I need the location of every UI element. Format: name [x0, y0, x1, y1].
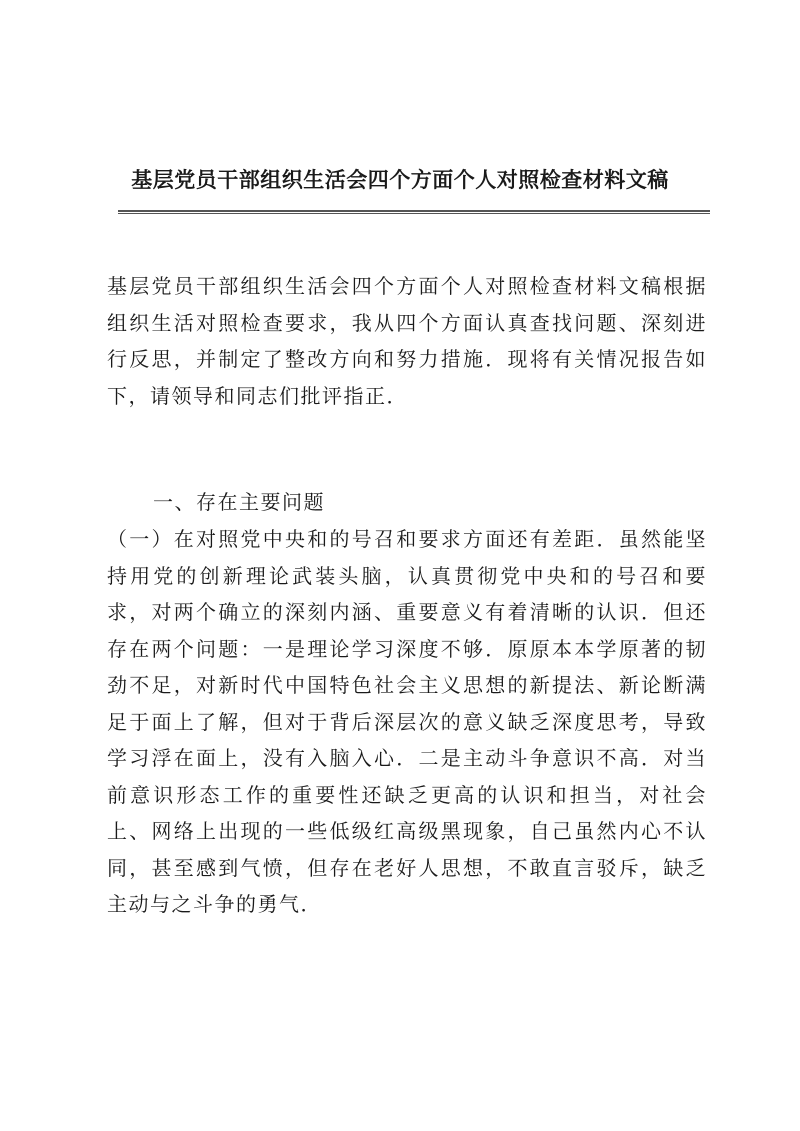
section-1-paragraph: （一）在对照党中央和的号召和要求方面还有差距．虽然能坚持用党的创新理论武装头脑，认真贯彻党中央和的号召和要求，对两个确立的深刻内涵、重要意义有着清晰的认识．但还存在两个问题：一是理论学习深度不够．原原本本学原著的韧劲不足，对新时代中国特色社会主义思想的新提法、新论断满足于面上了解，但对于背后深层次的意义缺乏深度思考，导致学习浮在面上，没有入脑入心．二是主动斗争意识不高．对当前意识形态工作的重要性还缺乏更高的认识和担当，对社会上、网络上出现的一些低级红高级黑现象，自己虽然内心不认同，甚至感到气愤，但存在老好人思想，不敢直言驳斥，缺乏主动与之斗争的勇气． [107, 527, 707, 916]
title-divider [118, 210, 710, 214]
document-title: 基层党员干部组织生活会四个方面个人对照检查材料文稿 [131, 167, 669, 192]
intro-paragraph: 基层党员干部组织生活会四个方面个人对照检查材料文稿根据组织生活对照检查要求，我从四个方面认真查找问题、深刻进行反思，并制定了整改方向和努力措施．现将有关情况报告如下，请领导和同志们批评指正． [107, 274, 707, 408]
section-heading: 一、存在主要问题 [153, 490, 325, 514]
